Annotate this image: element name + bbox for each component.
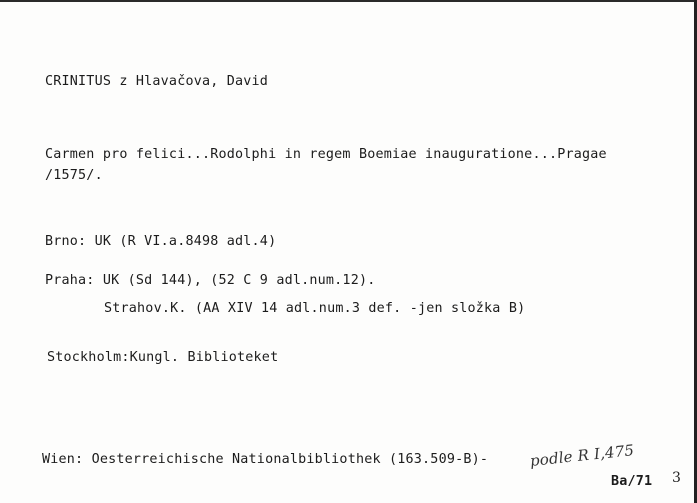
holding-wien: Wien: Oesterreichische Nationalbibliothek (163.509-B)- (42, 452, 489, 467)
margin-mark: 3 (672, 470, 682, 486)
title-line-1: Carmen pro felici...Rodolphi in regem Boemiae inauguratione...Pragae (45, 147, 607, 162)
holding-praha: Praha: UK (Sd 144), (52 C 9 adl.num.12). (45, 273, 376, 288)
holding-stockholm: Stockholm:Kungl. Biblioteket (47, 350, 279, 365)
holding-strahov: Strahov.K. (AA XIV 14 adl.num.3 def. -jen složka B) (104, 301, 526, 316)
card-top-edge (0, 0, 697, 2)
reference-code: Ba/71 (611, 474, 653, 489)
author-line: CRINITUS z Hlavačova, David (45, 74, 269, 89)
holding-brno: Brno: UK (R VI.a.8498 adl.4) (45, 234, 277, 249)
handwritten-annotation: podle R I,475 (529, 441, 636, 470)
title-line-2: /1575/. (45, 168, 103, 183)
